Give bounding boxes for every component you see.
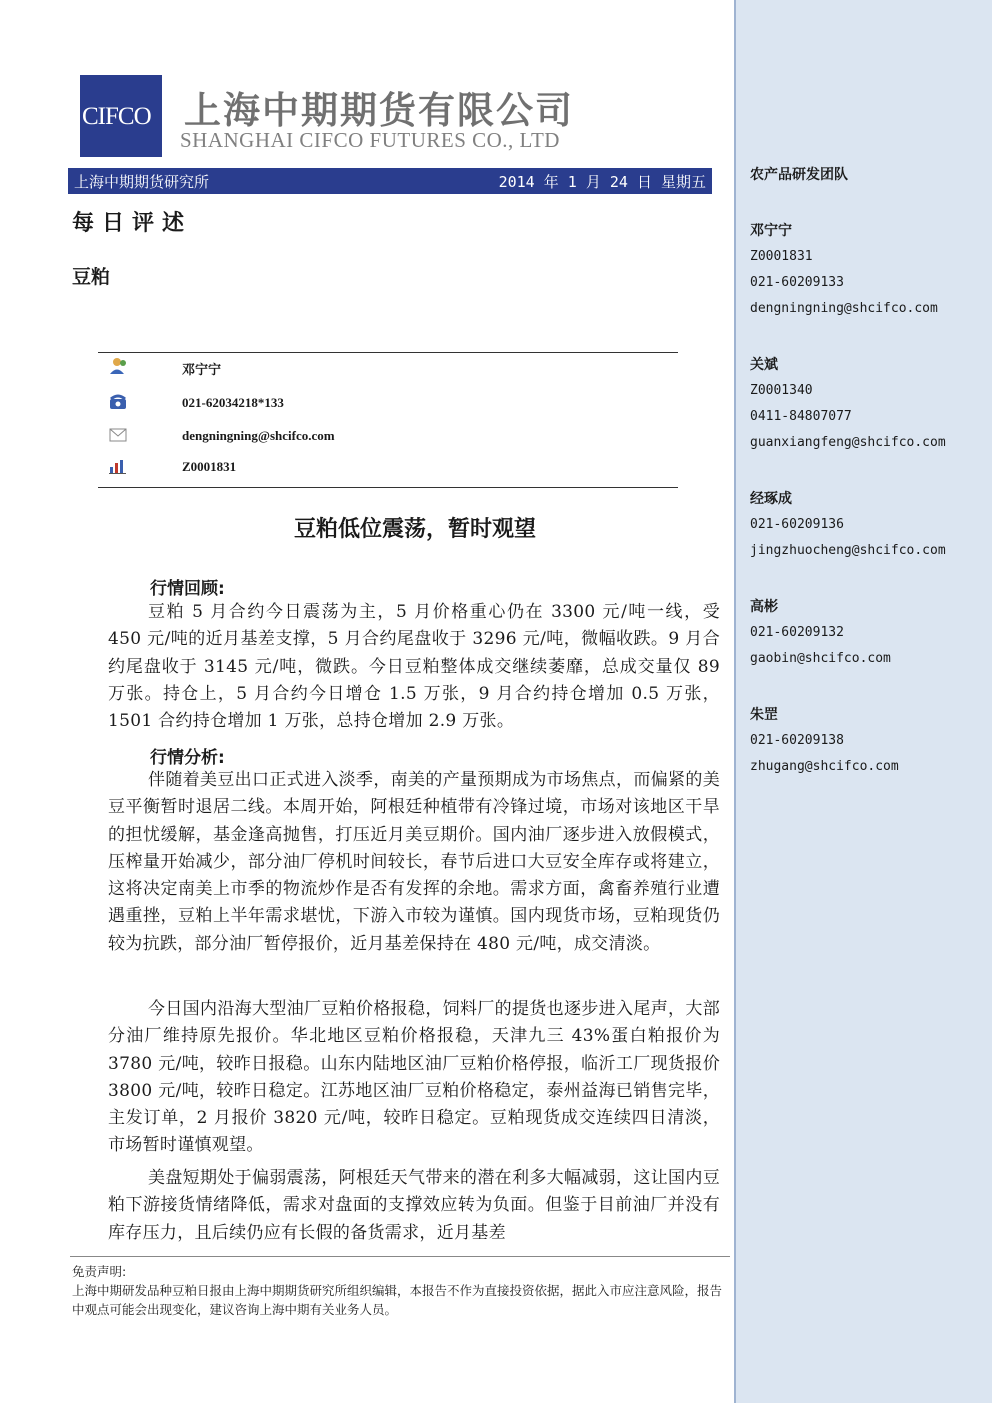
contact-phone: 0411-84807077: [750, 409, 852, 424]
contact-name: 关斌: [750, 357, 778, 373]
company-logo: [80, 75, 162, 157]
analyst-info: [98, 352, 678, 488]
contact-phone: 021-60209133: [750, 275, 844, 290]
team-title: 农产品研发团队: [750, 167, 848, 183]
logo-text: CIFCO: [82, 103, 151, 130]
mail-icon: [108, 426, 128, 444]
disclaimer: [72, 1262, 722, 1319]
contact-license: Z0001340: [750, 383, 813, 398]
analyst-license: Z0001831: [182, 459, 237, 474]
analyst-name-row: [108, 357, 668, 379]
contact-email[interactable]: jingzhuocheng@shcifco.com: [750, 543, 946, 558]
contact-email[interactable]: dengningning@shcifco.com: [750, 301, 938, 316]
contact-email[interactable]: gaobin@shcifco.com: [750, 651, 891, 666]
sidebar-contact: [750, 594, 986, 672]
contact-name: 高彬: [750, 599, 778, 615]
phone-icon: [108, 393, 128, 411]
contact-email[interactable]: guanxiangfeng@shcifco.com: [750, 435, 946, 450]
company-name-cn: 上海中期期货有限公司: [184, 89, 574, 132]
analyst-name: 邓宁宁: [182, 362, 222, 377]
bar-chart-icon: [108, 457, 128, 475]
analysis-paragraph-2: 今日国内沿海大型油厂豆粕价格报稳，饲料厂的提货也逐步进入尾声，大部分油厂维持原先报价。华北地区豆粕价格报稳，天津九三 43%蛋白粕报价为 3780 元/吨，较昨日报稳。山东内陆地区油厂豆粕价格停报，临沂工厂现货报价 3800 元/吨，较昨日稳定。江苏地区油厂豆粕价格稳定，泰州益海已销售完毕，主发订单，2 月报价 3820 元/吨，较昨日稳定。豆粕现货成交连续四日清淡，市场暂时谨慎观望。: [108, 999, 720, 1156]
sidebar-contact: [750, 218, 986, 322]
contact-phone: 021-60209138: [750, 733, 844, 748]
report-date: 2014 年 1 月 24 日 星期五: [498, 173, 706, 191]
review-paragraph: 豆粕 5 月合约今日震荡为主，5 月价格重心仍在 3300 元/吨一线，受 450 元/吨的近月基差支撑，5 月合约尾盘收于 3296 元/吨，微幅收跌。9 月合约尾盘收于 3145 元/吨，微跌。今日豆粕整体成交继续萎靡，总成交量仅 89 万张。持仓上，5 月合约今日增仓 1.5 万张，9 月合约持仓增加 0.5 万张，1501 合约持仓增加 1 万张，总持仓增加 2.9 万张。: [108, 602, 720, 732]
analyst-phone-row: [108, 393, 668, 415]
analysis-heading: 行情分析:: [150, 748, 225, 768]
analyst-email-row: [108, 426, 668, 448]
analysis-paragraph-1: 伴随着美豆出口正式进入淡季，南美的产量预期成为市场焦点，而偏紧的美豆平衡暂时退居二线。本周开始，阿根廷种植带有冷锋过境，市场对该地区干旱的担忧缓解，基金逢高抛售，打压近月美豆期价。国内油厂逐步进入放假模式，压榨量开始减少，部分油厂停机时间较长，春节后进口大豆安全库存或将建立，这将决定南美上市季的物流炒作是否有发挥的余地。需求方面，禽畜养殖行业遭遇重挫，豆粕上半年需求堪忧，下游入市较为谨慎。国内现货市场，豆粕现货仍较为抗跌，部分油厂暂停报价，近月基差保持在 480 元/吨，成交清淡。: [108, 770, 720, 954]
contact-phone: 021-60209136: [750, 517, 844, 532]
contact-sidebar: [734, 0, 992, 1403]
contact-email[interactable]: zhugang@shcifco.com: [750, 759, 899, 774]
disclaimer-title: 免责声明:: [72, 1264, 127, 1279]
contact-name: 朱罡: [750, 707, 778, 723]
header-bar: [68, 168, 712, 194]
contact-phone: 021-60209132: [750, 625, 844, 640]
analyst-license-row: [108, 457, 668, 479]
person-icon: [108, 357, 128, 375]
report-title: 豆粕低位震荡，暂时观望: [293, 517, 536, 542]
contact-name: 邓宁宁: [750, 223, 792, 239]
analyst-email[interactable]: dengningning@shcifco.com: [182, 428, 335, 443]
disclaimer-text: 上海中期研发品种豆粕日报由上海中期期货研究所组织编辑，本报告不作为直接投资依据，据此入市应注意风险，报告中观点可能会出现变化，建议咨询上海中期有关业务人员。: [72, 1283, 723, 1317]
product-name: 豆粕: [72, 266, 111, 288]
institute-name: 上海中期期货研究所: [74, 173, 210, 191]
analysis-paragraph-3: 美盘短期处于偏弱震荡，阿根廷天气带来的潜在利多大幅减弱，这让国内豆粕下游接货情绪降低，需求对盘面的支撑效应转为负面。但鉴于目前油厂并没有库存压力，且后续仍应有长假的备货需求，近月基差: [108, 1168, 720, 1243]
contact-license: Z0001831: [750, 249, 813, 264]
sidebar-contact: [750, 352, 986, 456]
contact-name: 经琢成: [750, 491, 792, 507]
review-heading: 行情回顾:: [150, 579, 225, 599]
sidebar-contact: [750, 702, 986, 780]
footer-divider: [70, 1256, 730, 1257]
company-name-en: SHANGHAI CIFCO FUTURES CO., LTD: [180, 128, 560, 152]
daily-title: 每日评述: [72, 211, 193, 236]
analyst-phone: 021-62034218*133: [182, 395, 284, 410]
